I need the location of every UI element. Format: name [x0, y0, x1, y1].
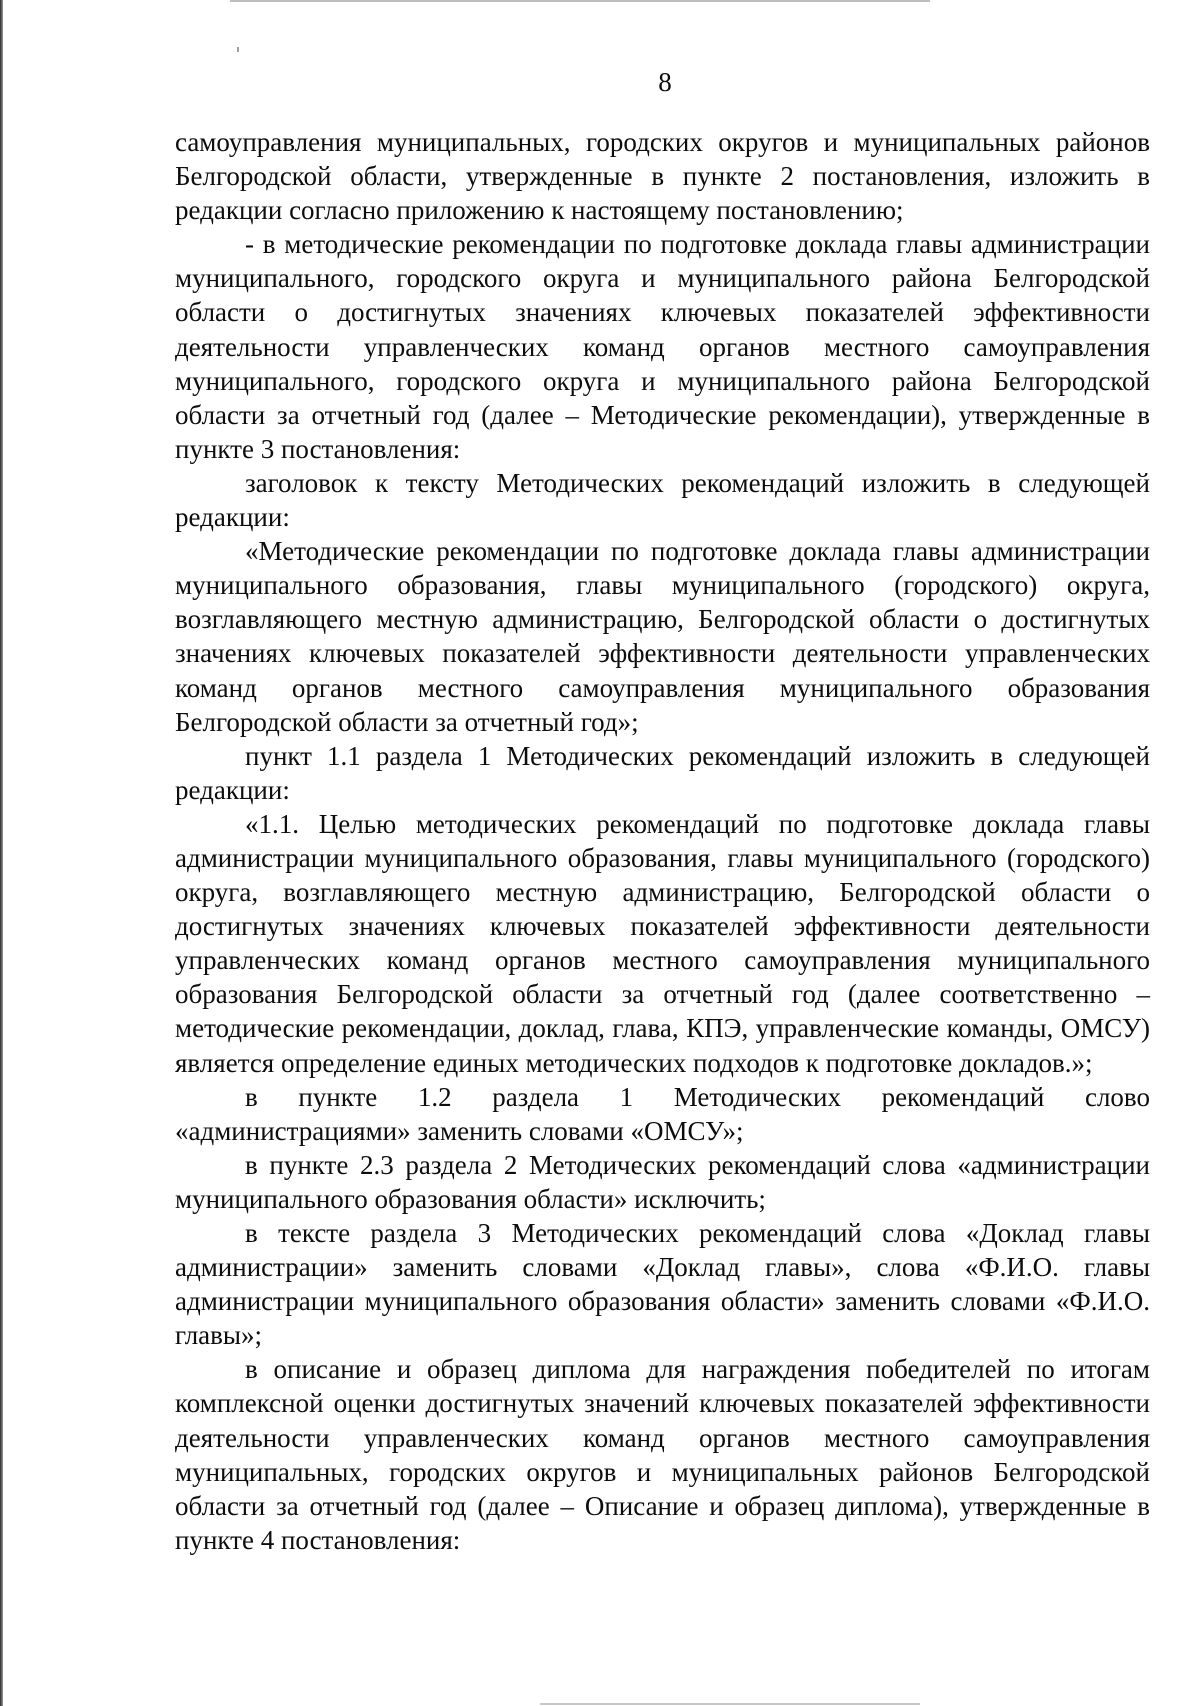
scan-left-edge — [0, 0, 3, 1706]
document-body — [175, 125, 1150, 1557]
scan-speck — [237, 47, 239, 52]
paragraph-item-2-3-change: в пункте 2.3 раздела 2 Методических рекомендаций слова «администрации муниципального образования области» исключить; — [175, 1149, 1150, 1214]
paragraph-item-1-1-change: пункт 1.1 раздела 1 Методических рекомендаций изложить в следующей редакции: — [175, 740, 1150, 805]
paragraph-heading-text: «Методические рекомендации по подготовке доклада главы администрации муниципального образования, главы муниципального (городского) округа, возглавляющего местную администрацию, Белгородской области о достигнутых значениях ключевых показателей эффективности деятельности управленческих команд органов местного самоуправления муниципального образования Белгородской области за отчетный год»; — [175, 536, 1150, 737]
paragraph-item-1-2-change: в пункте 1.2 раздела 1 Методических рекомендаций слово «администрациями» заменить словами «ОМСУ»; — [175, 1081, 1150, 1146]
paragraph-diploma-description: в описание и образец диплома для награждения победителей по итогам комплексной оценки достигнутых значений ключевых показателей эффективности деятельности управленческих команд органов местного самоуправления муниципальных, городских округов и муниципальных районов Белгородской области за отчетный год (далее – Описание и образец диплома), утвержденные в пункте 4 постановления: — [175, 1354, 1150, 1555]
paragraph-methodical-recommendations-intro: - в методические рекомендации по подготовке доклада главы администрации муниципального, городского округа и муниципального района Белгородской области о достигнутых значениях ключевых показателей эффективности деятельности управленческих команд органов местного самоуправления муниципального, городского округа и муниципального района Белгородской области за отчетный год (далее – Методические рекомендации), утвержденные в пункте 3 постановления: — [175, 229, 1150, 464]
page-number: 8 — [658, 67, 672, 97]
paragraph-continuation: самоуправления муниципальных, городских округов и муниципальных районов Белгородской области, утвержденные в пункте 2 постановления, изложить в редакции согласно приложению к настоящему постановлению; — [175, 127, 1150, 226]
scan-bottom-line — [540, 1703, 920, 1705]
paragraph-item-1-1-text: «1.1. Целью методических рекомендаций по подготовке доклада главы администрации муниципального образования, главы муниципального (городского) округа, возглавляющего местную администрацию, Белгородской области о достигнутых значениях ключевых показателей эффективности деятельности управленческих команд органов местного самоуправления муниципального образования Белгородской области за отчетный год (далее соответственно – методические рекомендации, доклад, глава, КПЭ, управленческие команды, ОМСУ) является определение единых методических подходов к подготовке докладов.»; — [175, 808, 1150, 1078]
paragraph-section-3-change: в тексте раздела 3 Методических рекомендаций слова «Доклад главы администрации» заменить словами «Доклад главы», слова «Ф.И.О. главы администрации муниципального образования области» заменить словами «Ф.И.О. главы»; — [175, 1218, 1150, 1351]
scan-top-line — [230, 0, 930, 2]
paragraph-heading-change: заголовок к тексту Методических рекомендаций изложить в следующей редакции: — [175, 467, 1150, 533]
